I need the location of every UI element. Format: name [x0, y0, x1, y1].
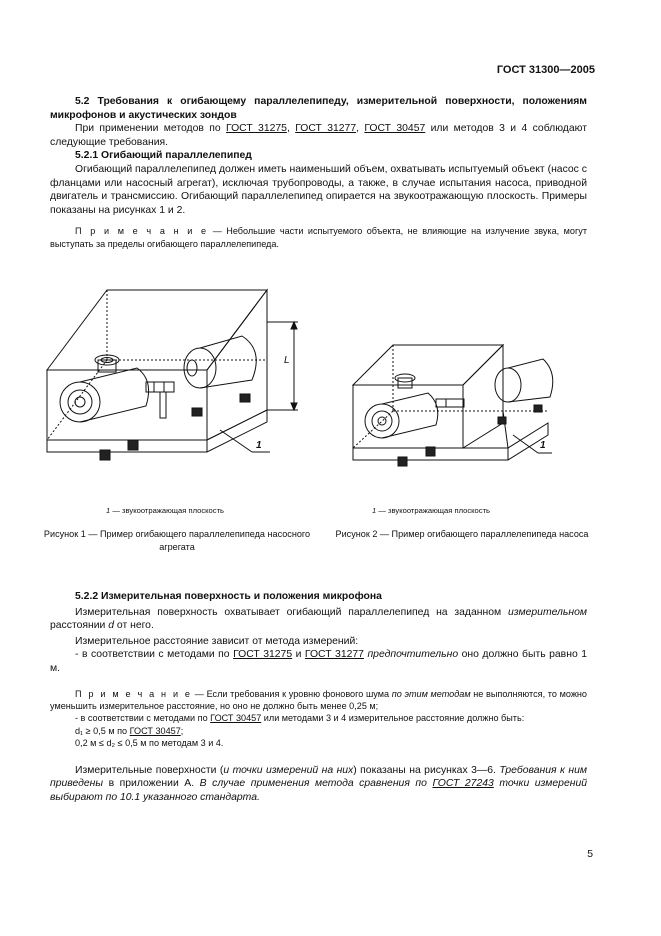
figure-2-legend: 1 — звукоотражающая плоскость [372, 506, 491, 515]
ref-gost-30457[interactable]: ГОСТ 30457 [129, 725, 181, 736]
figure-1-dimension-label: L [284, 355, 290, 366]
section-5-2-2-paragraph-2: Измерительное расстояние зависит от метода измерений: [75, 635, 359, 647]
figure-2-caption: Рисунок 2 — Пример огибающего параллелепипеда насоса [335, 529, 589, 539]
figure-1-drawing [42, 280, 312, 480]
figure-1-legend: 1 — звукоотражающая плоскость [106, 506, 225, 515]
section-5-2-1-heading: 5.2.1 Огибающий параллелепипед [75, 150, 252, 162]
ref-gost-30457[interactable]: ГОСТ 30457 [364, 123, 426, 135]
standard-code: ГОСТ 31300—2005 [496, 64, 595, 76]
section-5-2-2-note: П р и м е ч а н и е — Если требования к уровню фонового шума по этим методам не выполняются, то можно уменьшить измерительное расстояние, но оно не должно быть менее 0,25 м; [50, 688, 587, 711]
section-5-2-2-paragraph-1: Измерительная поверхность охватывает огибающий параллелепипед на заданном измерительном расстоянии d от него. [50, 606, 587, 632]
section-5-2-paragraph: При применении методов по ГОСТ 31275, ГОСТ 31277, ГОСТ 30457 или методов 3 и 4 соблюдают следующие требования. [50, 123, 587, 148]
figure-2-drawing [348, 335, 578, 485]
section-5-2-2-note-line-4: 0,2 м ≤ d₂ ≤ 0,5 м по методам 3 и 4. [75, 738, 224, 749]
figure-1-caption: Рисунок 1 — Пример огибающего параллелепипеда насосного агрегата [43, 529, 311, 552]
section-5-2 [50, 95, 587, 250]
ref-gost-31277[interactable]: ГОСТ 31277 [304, 649, 364, 661]
section-5-2-2-note-line-3: d₁ ≥ 0,5 м по ГОСТ 30457; [75, 725, 184, 736]
section-5-2-2-paragraph-4: Измерительные поверхности (и точки измерений на них) показаны на рисунках 3—6. Требования к ним приведены в приложении А. В случае применения метода сравнения по ГОСТ 27243 точки измерений выбирают по 10.1 указанного стандарта. [50, 764, 587, 803]
section-5-2-2-heading: 5.2.2 Измерительная поверхность и положения микрофона [75, 591, 382, 602]
ref-gost-30457[interactable]: ГОСТ 30457 [210, 713, 262, 724]
figure-2-callout: 1 [540, 440, 546, 451]
ref-gost-31275[interactable]: ГОСТ 31275 [233, 649, 293, 661]
ref-gost-27243[interactable]: ГОСТ 27243 [432, 778, 494, 790]
ref-gost-31277[interactable]: ГОСТ 31277 [295, 123, 357, 135]
ref-gost-31275[interactable]: ГОСТ 31275 [226, 123, 287, 135]
section-5-2-1-paragraph: Огибающий параллелепипед должен иметь наименьший объем, охватывать испытуемый объект (насос с фланцами или насосный агрегат), исключая трубопроводы, а также, в случае испытания насоса, приводной двигатель и трансмиссию. Огибающий параллелепипед опирается на звукоотражающую плоскость. Примеры показаны на рисунках 1 и 2. [50, 163, 587, 216]
section-5-2-2 [50, 590, 587, 804]
section-5-2-heading: 5.2 Требования к огибающему параллелепипеду, измерительной поверхности, положениям микрофонов и акустических зондов [50, 96, 587, 121]
figure-1-callout: 1 [256, 440, 262, 451]
page-number: 5 [587, 849, 593, 860]
section-5-2-2-paragraph-3: - в соответствии с методами по ГОСТ 31275 и ГОСТ 31277 предпочтительно оно должно быть равно 1 м. [50, 649, 587, 674]
section-5-2-1-note: П р и м е ч а н и е — Небольшие части испытуемого объекта, не влияющие на излучение звука, могут выступать за пределы огибающего параллелепипеда. [50, 226, 588, 249]
section-5-2-2-note-line-2: - в соответствии с методами по ГОСТ 30457 или методами 3 и 4 измерительное расстояние должно быть: [75, 713, 525, 724]
